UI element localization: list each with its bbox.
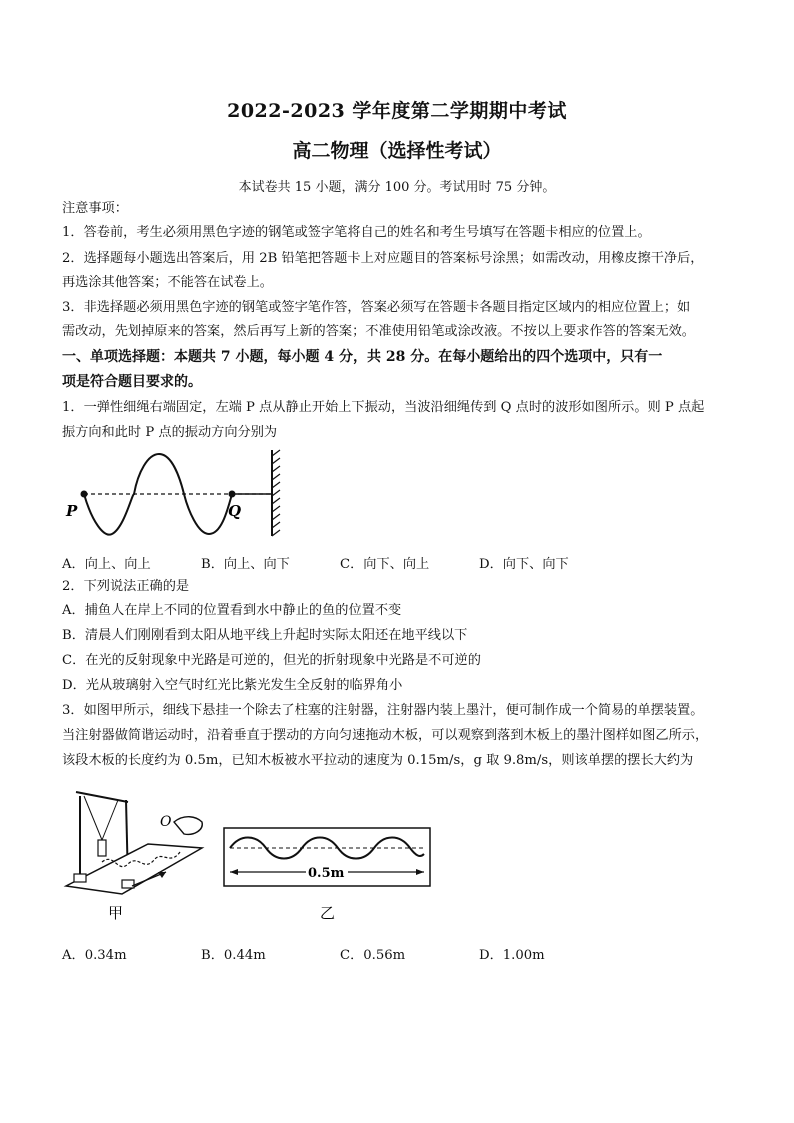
exam-subtitle: 高二物理（选择性考试）	[292, 140, 502, 162]
exam-title: 2022-2023 学年度第二学期期中考试	[227, 100, 567, 122]
label-jia: 甲	[108, 904, 124, 922]
section-1-heading-line2: 项是符合题目要求的。	[62, 374, 202, 390]
q3-option-b: B．0.44m	[201, 948, 266, 963]
q2-option-b: B．清晨人们刚刚看到太阳从地平线上升起时实际太阳还在地平线以下	[62, 628, 468, 643]
section-1-heading-line1: 一、单项选择题：本题共 7 小题，每小题 4 分，共 28 分。在每小题给出的四个选项中，只有一	[62, 349, 663, 365]
q2-stem: 2．下列说法正确的是	[62, 579, 190, 594]
label-o: O	[160, 814, 172, 830]
note-3-line2: 需改动，先划掉原来的答案，然后再写上新的答案；不准使用铅笔或涂改液。不按以上要求作答的答案无效。	[62, 324, 695, 339]
q3-figure-jia	[62, 782, 212, 922]
q1-option-d: D．向下、向下	[479, 557, 569, 572]
syringe-icon	[98, 840, 106, 856]
label-yi: 乙	[320, 904, 336, 922]
point-p-dot	[81, 491, 88, 498]
thread-2	[102, 800, 118, 840]
length-label: 0.5m	[308, 866, 345, 881]
q1-option-c: C．向下、向上	[340, 557, 430, 572]
label-p: P	[66, 502, 78, 520]
q1-option-b: B．向上、向下	[201, 557, 290, 572]
q3-option-d: D．1.00m	[479, 948, 545, 963]
exam-info: 本试卷共 15 小题，满分 100 分。考试用时 75 分钟。	[238, 180, 556, 195]
base-block-left	[74, 874, 86, 882]
q3-stem-line1: 3．如图甲所示，细线下悬挂一个除去了柱塞的注射器，注射器内装上墨汁，便可制作成一个简易的单摆装置。	[62, 703, 704, 718]
q3-option-a: A．0.34m	[62, 948, 127, 963]
q3-options	[62, 944, 618, 963]
note-2-line1: 2．选择题每小题选出答案后，用 2B 铅笔把答题卡上对应题目的答案标号涂黑；如需改动，用橡皮擦干净后，	[62, 251, 704, 266]
q3-stem-line3: 该段木板的长度约为 0.5m，已知木板被水平拉动的速度为 0.15m/s，g 取 9.8m/s，则该单摆的摆长大约为	[62, 753, 694, 768]
thread-1	[84, 796, 102, 840]
q2-option-a: A．捕鱼人在岸上不同的位置看到水中静止的鱼的位置不变	[62, 603, 402, 618]
q3-figure-yi	[222, 826, 436, 926]
point-q-dot	[229, 491, 236, 498]
wall-hatching	[272, 450, 280, 536]
q2-option-c: C．在光的反射现象中光路是可逆的，但光的折射现象中光路是不可逆的	[62, 653, 481, 668]
note-1: 1．答卷前，考生必须用黑色字迹的钢笔或签字笔将自己的姓名和考生号填写在答题卡相应的位置上。	[62, 225, 651, 240]
notes-heading: 注意事项：	[62, 201, 128, 216]
label-q: Q	[228, 502, 242, 520]
q1-stem-line1: 1．一弹性细绳右端固定，左端 P 点从静止开始上下振动，当波沿细绳传到 Q 点时的波形如图所示。则 P 点起	[62, 400, 705, 415]
q1-options	[62, 553, 618, 572]
base-block-right	[122, 880, 134, 888]
hand-icon	[174, 817, 202, 835]
note-3-line1: 3．非选择题必须用黑色字迹的钢笔或签字笔作答，答案必须写在答题卡各题目指定区域内的相应位置上；如	[62, 300, 691, 315]
stand-top-bar	[76, 792, 128, 802]
q3-stem-line2: 当注射器做简谐运动时，沿着垂直于摆动的方向匀速拖动木板，可以观察到落到木板上的墨汁图样如图乙所示，	[62, 728, 709, 743]
q1-option-a: A．向上、向上	[62, 557, 151, 572]
q1-wave-figure	[62, 448, 312, 540]
q1-stem-line2: 振方向和此时 P 点的振动方向分别为	[62, 425, 278, 440]
q3-option-c: C．0.56m	[340, 948, 406, 963]
note-2-line2: 再选涂其他答案；不能答在试卷上。	[62, 275, 273, 290]
q2-option-d: D．光从玻璃射入空气时红光比紫光发生全反射的临界角小	[62, 678, 403, 693]
